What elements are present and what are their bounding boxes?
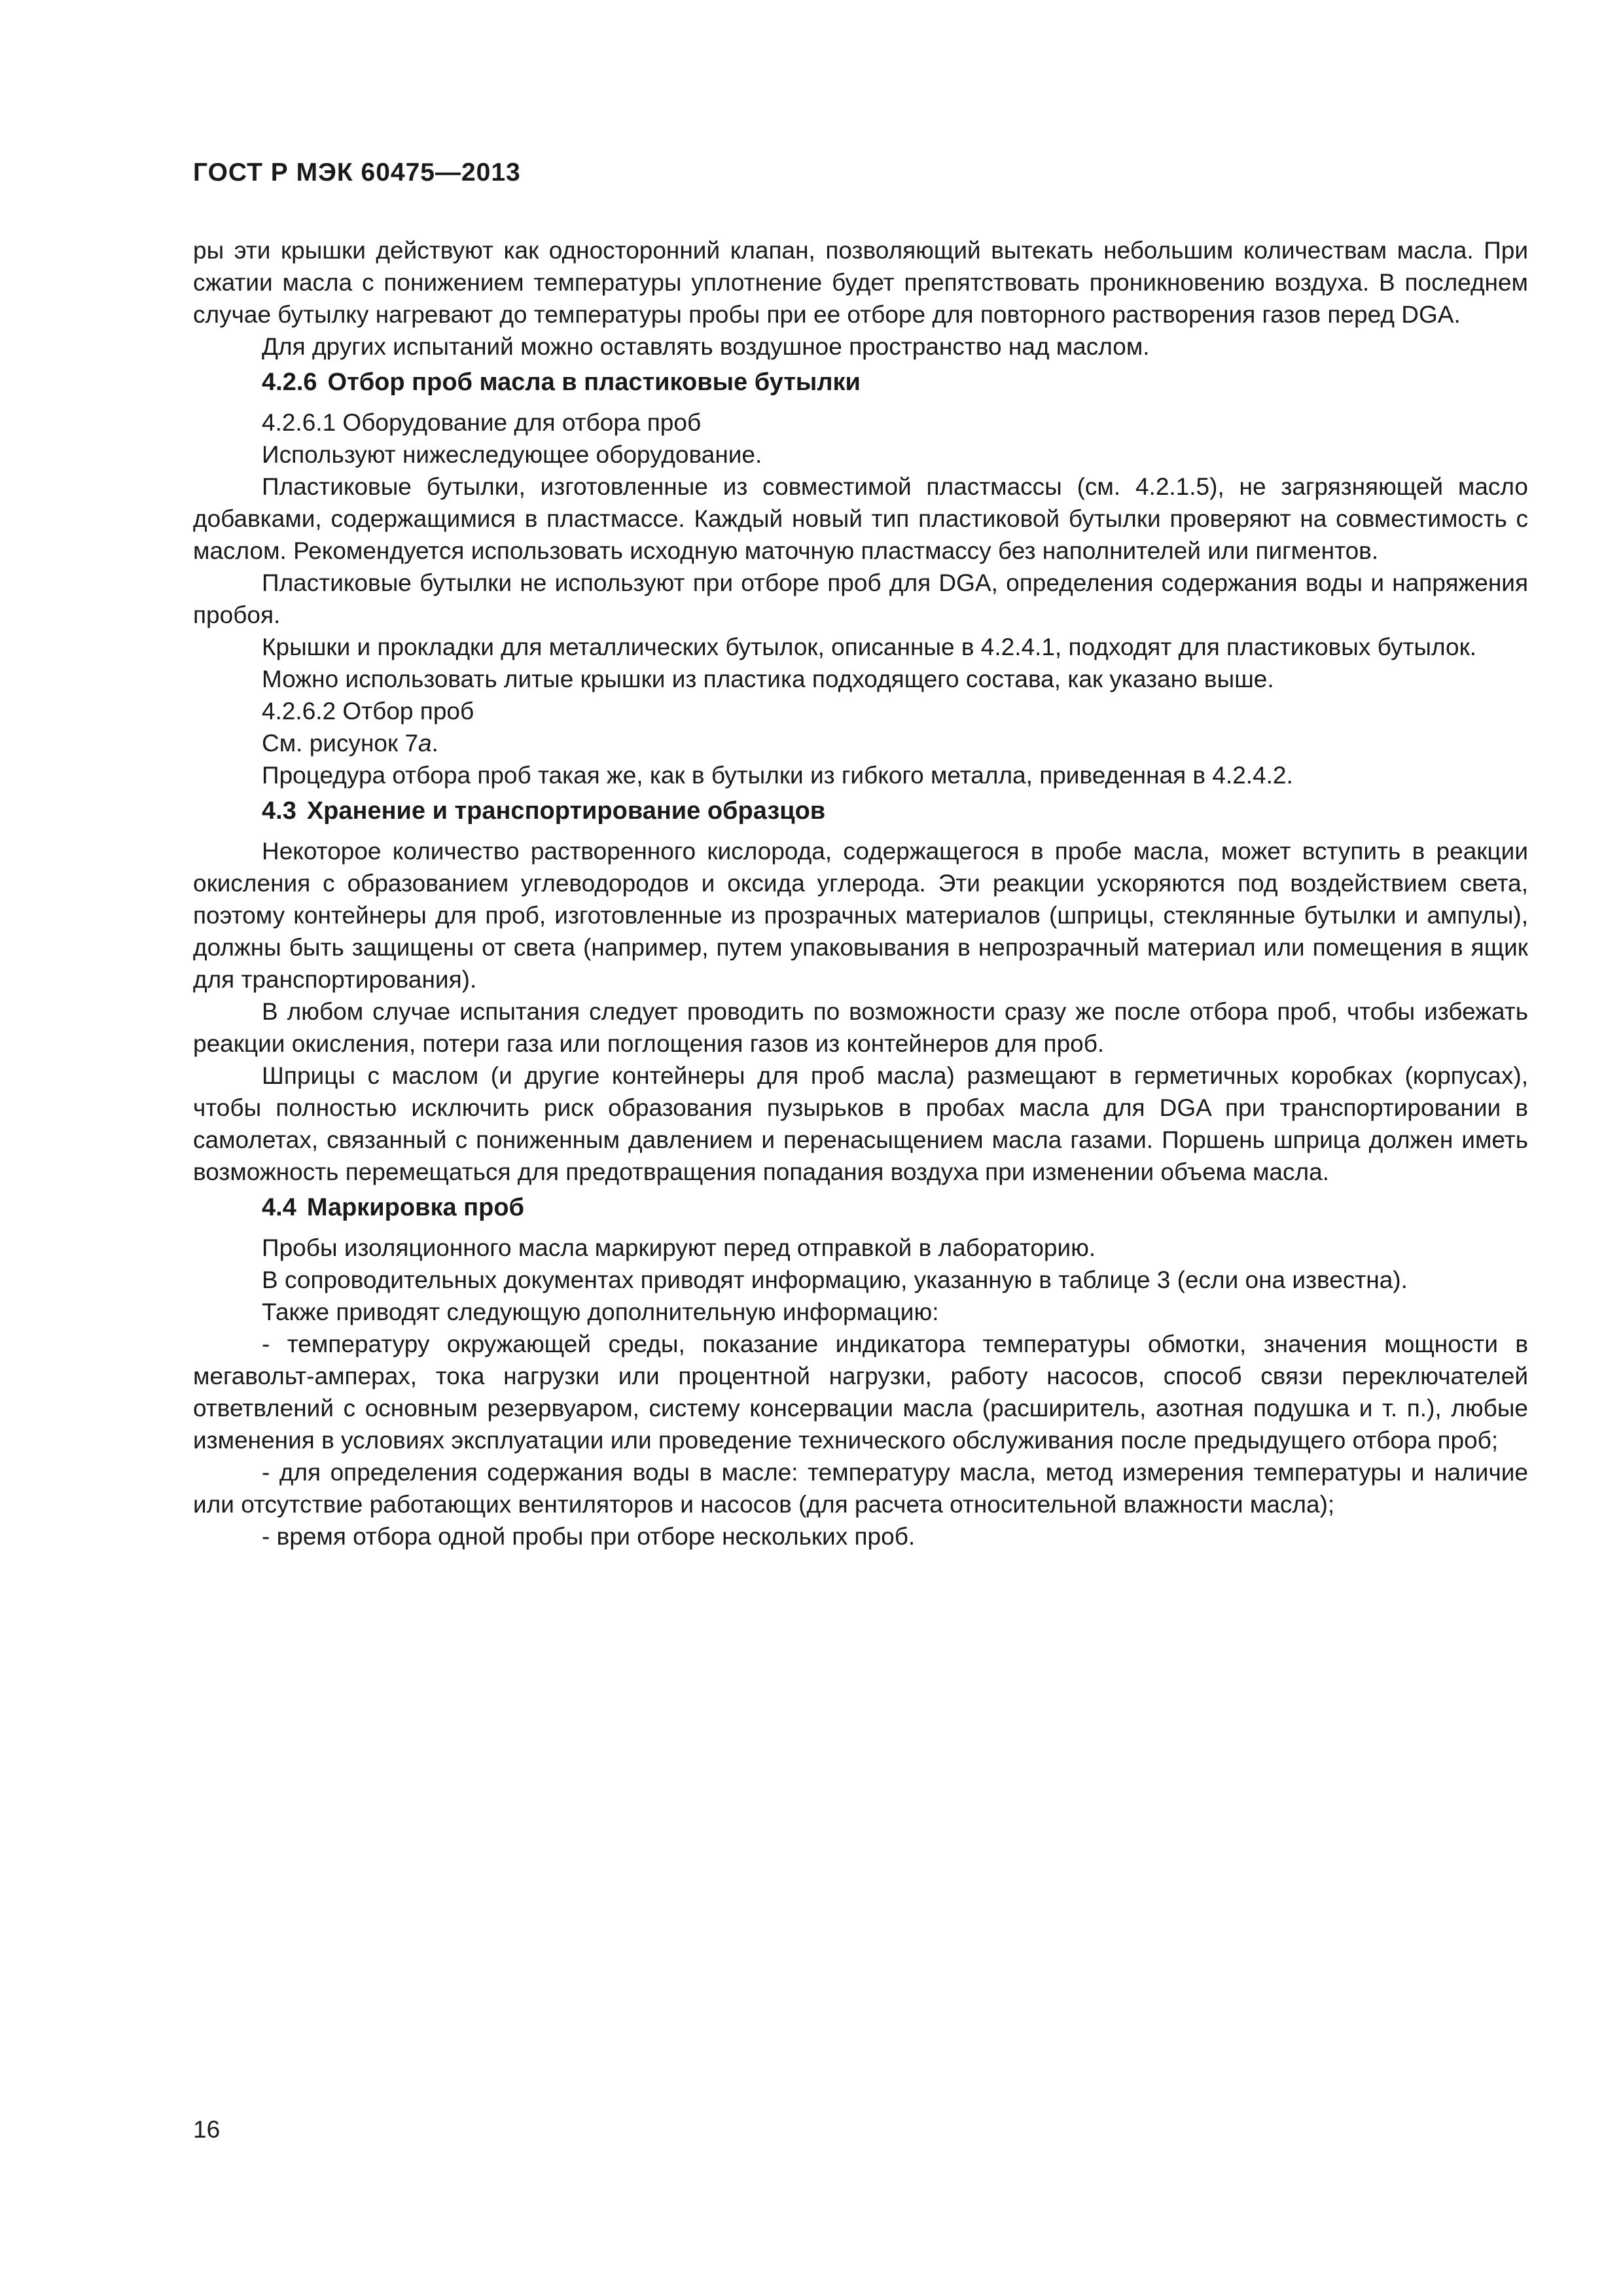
paragraph-plastic-bottles: Пластиковые бутылки, изготовленные из совместимой пластмассы (см. 4.2.1.5), не загрязняющей масло добавками, содержащимися в пластмассе. Каждый новый тип пластиковой бутылки проверяют на совместимость с маслом. Рекомендуется использовать исходную маточную пластмассу без наполнителей или пигментов. [193,473,1528,564]
document-header: ГОСТ Р МЭК 60475—2013 [193,158,521,187]
figure-reference-end: . [431,730,438,757]
list-item: - время отбора одной пробы при отборе нескольких проб. [262,1523,916,1550]
paragraph-caps-gaskets: Крышки и прокладки для металлических бутылок, описанные в 4.2.4.1, подходят для пластиковых бутылок. [262,634,1477,660]
paragraph-accompanying: В сопроводительных документах приводят информацию, указанную в таблице 3 (если она известна). [262,1266,1408,1293]
paragraph-equipment-used: Используют нижеследующее оборудование. [262,441,762,468]
paragraph-procedure: Процедура отбора проб такая же, как в бутылки из гибкого металла, приведенная в 4.2.4.2. [262,762,1293,789]
section-number: 4.2.6 [262,368,317,396]
paragraph-other-tests: Для других испытаний можно оставлять воздушное пространство над маслом. [262,333,1150,360]
subsection-heading-4-2-6-1: 4.2.6.1 Оборудование для отбора проб [262,409,702,436]
figure-reference-letter: а [418,730,432,757]
figure-reference-text: См. рисунок 7 [262,730,419,757]
list-item: - температуру окружающей среды, показание индикатора температуры обмотки, значения мощности в мегавольт-амперах, тока нагрузки или процентной нагрузки, работу насосов, способ связи переключателей ответвлений с основным резервуаром, систему консервации масла (расширитель, азотная подушка и т. п.), любые изменения в условиях эксплуатации или проведение технического обслуживания после предыдущего отбора проб; [193,1331,1528,1454]
section-title: Маркировка проб [306,1194,525,1221]
paragraph-anyway: В любом случае испытания следует проводить по возможности сразу же после отбора проб, чтобы избежать реакции окисления, потери газа или поглощения газов из контейнеров для проб. [193,998,1528,1057]
section-title: Отбор проб масла в пластиковые бутылки [327,368,861,396]
document-page [193,157,1528,1552]
paragraph-syringes: Шприцы с маслом (и другие контейнеры для проб масла) размещают в герметичных коробках (корпусах), чтобы полностью исключить риск образования пузырьков в пробах масла для DGA при транспортировании в самолетах, связанный с пониженным давлением и перенасыщением масла газами. Поршень шприца должен иметь возможность перемещаться для предотвращения попадания воздуха при изменении объема масла. [193,1062,1528,1185]
paragraph-continuation: ры эти крышки действуют как односторонний клапан, позволяющий вытекать небольшим количествам масла. При сжатии масла с понижением температуры уплотнение будет препятствовать проникновению воздуха. В последнем случае бутылку нагревают до температуры пробы при ее отборе для повторного растворения газов перед DGA. [193,237,1528,328]
section-number: 4.4 [262,1194,296,1221]
subsection-heading-4-2-6-2: 4.2.6.2 Отбор проб [262,698,474,725]
paragraph-marking: Пробы изоляционного масла маркируют перед отправкой в лабораторию. [262,1234,1096,1261]
section-number: 4.3 [262,797,296,825]
paragraph-see-figure [193,727,1528,759]
paragraph-not-used-dga: Пластиковые бутылки не используют при отборе проб для DGA, определения содержания воды и напряжения пробоя. [193,569,1528,628]
section-heading-4-3 [193,795,1528,827]
paragraph-also: Также приводят следующую дополнительную информацию: [262,1299,939,1325]
list-item: - для определения содержания воды в масле: температуру масла, метод измерения температуры и наличие или отсутствие работающих вентиляторов и насосов (для расчета относительной влажности масла); [193,1459,1528,1518]
section-title: Хранение и транспортирование образцов [306,797,826,825]
paragraph-cast-caps: Можно использовать литые крышки из пластика подходящего состава, как указано выше. [262,666,1274,692]
section-heading-4-2-6 [193,367,1528,399]
page-number: 16 [193,2116,221,2143]
section-heading-4-4 [193,1192,1528,1224]
paragraph-oxygen: Некоторое количество растворенного кислорода, содержащегося в пробе масла, может вступить в реакции окисления с образованием углеводородов и оксида углерода. Эти реакции ускоряются под воздействием света, поэтому контейнеры для проб, изготовленные из прозрачных материалов (шприцы, стеклянные бутылки и ампулы), должны быть защищены от света (например, путем упаковывания в непрозрачный материал или помещения в ящик для транспортирования). [193,838,1528,993]
